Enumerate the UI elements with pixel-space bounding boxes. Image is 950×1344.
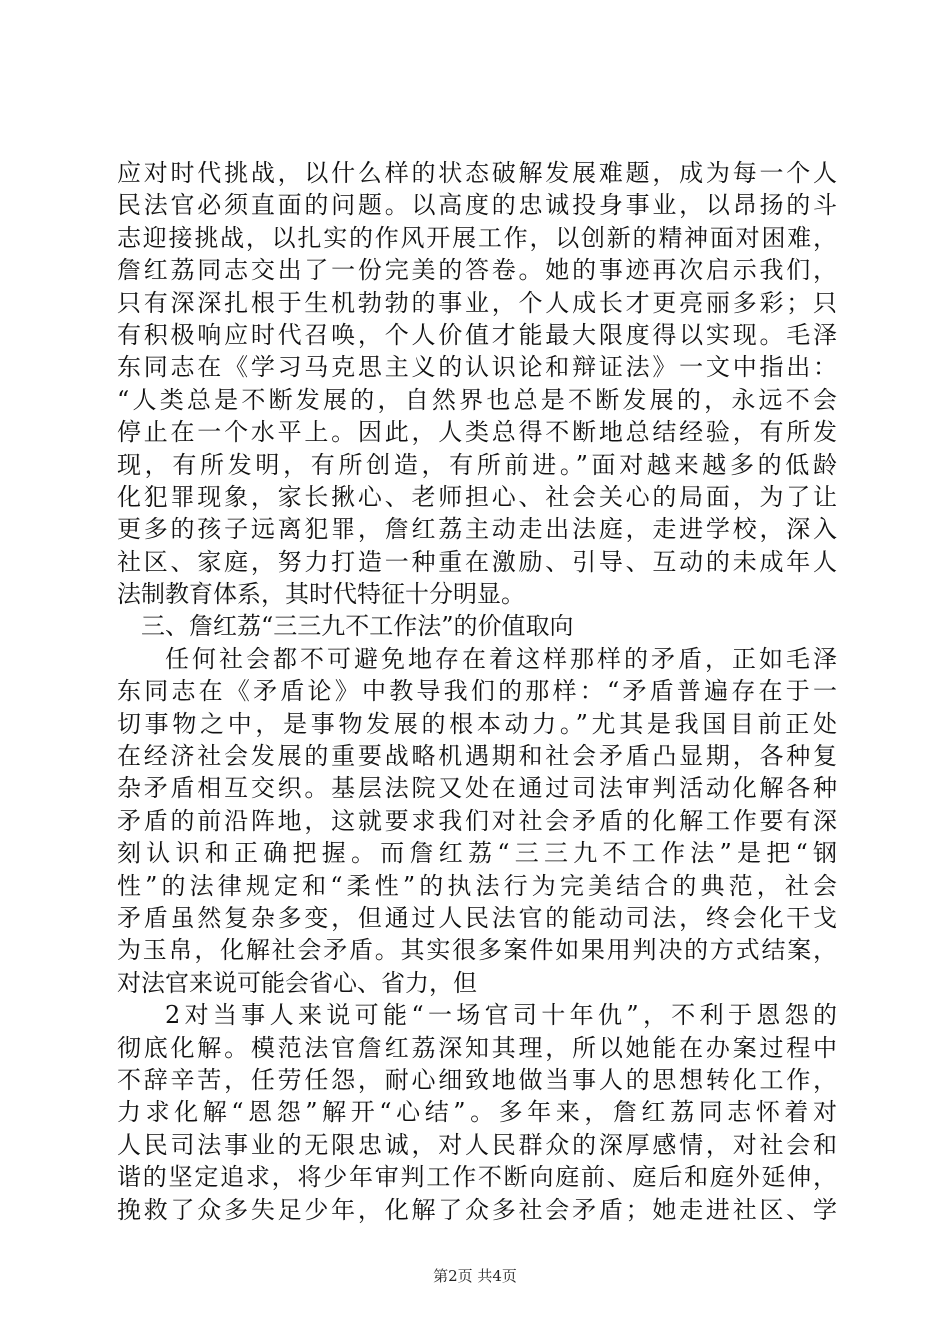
text-line: 民法官必须直面的问题。以高度的忠诚投身事业，以昂扬的斗 [117, 191, 837, 220]
text-line: 对法官来说可能会省心、省力，但 [117, 968, 477, 997]
text-line: 在经济社会发展的重要战略机遇期和社会矛盾凸显期，各种复 [117, 742, 837, 771]
text-line: 有积极响应时代召唤，个人价值才能最大限度得以实现。毛泽 [117, 320, 837, 349]
text-line: 2对当事人来说可能“一场官司十年仇”，不利于恩怨的 [165, 1001, 837, 1030]
text-line: 更多的孩子远离犯罪，詹红荔主动走出法庭，走进学校，深入 [117, 515, 837, 544]
text-line: 为玉帛，化解社会矛盾。其实很多案件如果用判决的方式结案， [117, 936, 837, 965]
text-line: 现，有所发明，有所创造，有所前进。”面对越来越多的低龄 [117, 450, 837, 479]
text-line: “人类总是不断发展的，自然界也总是不断发展的，永远不会 [117, 385, 837, 414]
text-line: 停止在一个水平上。因此，人类总得不断地总结经验，有所发 [117, 418, 837, 447]
text-line: 性”的法律规定和“柔性”的执法行为完美结合的典范，社会 [117, 871, 837, 900]
text-line: 切事物之中，是事物发展的根本动力。”尤其是我国目前正处 [117, 709, 837, 738]
text-line: 应对时代挑战，以什么样的状态破解发展难题，成为每一个人 [117, 159, 837, 187]
text-line: 任何社会都不可避免地存在着这样那样的矛盾，正如毛泽 [165, 644, 837, 673]
text-line: 挽救了众多失足少年，化解了众多社会矛盾；她走进社区、学 [117, 1195, 837, 1224]
text-line: 法制教育体系，其时代特征十分明显。 [117, 580, 525, 609]
text-line: 力求化解“恩怨”解开“心结”。多年来，詹红荔同志怀着对 [117, 1098, 837, 1127]
body-text [117, 157, 837, 1226]
text-line: 矛盾的前沿阵地，这就要求我们对社会矛盾的化解工作要有深 [117, 806, 837, 835]
text-line: 谐的坚定追求，将少年审判工作不断向庭前、庭后和庭外延伸， [117, 1163, 837, 1192]
text-line: 东同志在《矛盾论》中教导我们的那样：“矛盾普遍存在于一 [117, 677, 837, 706]
text-line: 社区、家庭，努力打造一种重在激励、引导、互动的未成年人 [117, 547, 837, 576]
text-line: 人民司法事业的无限忠诚，对人民群众的深厚感情，对社会和 [117, 1130, 837, 1159]
text-line: 詹红荔同志交出了一份完美的答卷。她的事迹再次启示我们， [117, 256, 837, 285]
text-line: 不辞辛苦，任劳任怨，耐心细致地做当事人的思想转化工作， [117, 1065, 837, 1094]
text-line: 东同志在《学习马克思主义的认识论和辩证法》一文中指出： [117, 353, 837, 382]
text-line: 刻认识和正确把握。而詹红荔“三三九不工作法”是把“钢 [117, 839, 837, 868]
text-line: 志迎接挑战，以扎实的作风开展工作，以创新的精神面对困难， [117, 223, 837, 252]
text-line: 三、詹红荔“三三九不工作法”的价值取向 [141, 612, 574, 641]
text-line: 只有深深扎根于生机勃勃的事业，个人成长才更亮丽多彩；只 [117, 288, 837, 317]
text-line: 杂矛盾相互交织。基层法院又处在通过司法审判活动化解各种 [117, 774, 837, 803]
text-line: 矛盾虽然复杂多变，但通过人民法官的能动司法，终会化干戈 [117, 903, 837, 932]
text-line: 彻底化解。模范法官詹红荔深知其理，所以她能在办案过程中 [117, 1033, 837, 1062]
page-footer: 第2页 共4页 [433, 1267, 517, 1285]
text-line: 化犯罪现象，家长揪心、老师担心、社会关心的局面，为了让 [117, 482, 837, 511]
